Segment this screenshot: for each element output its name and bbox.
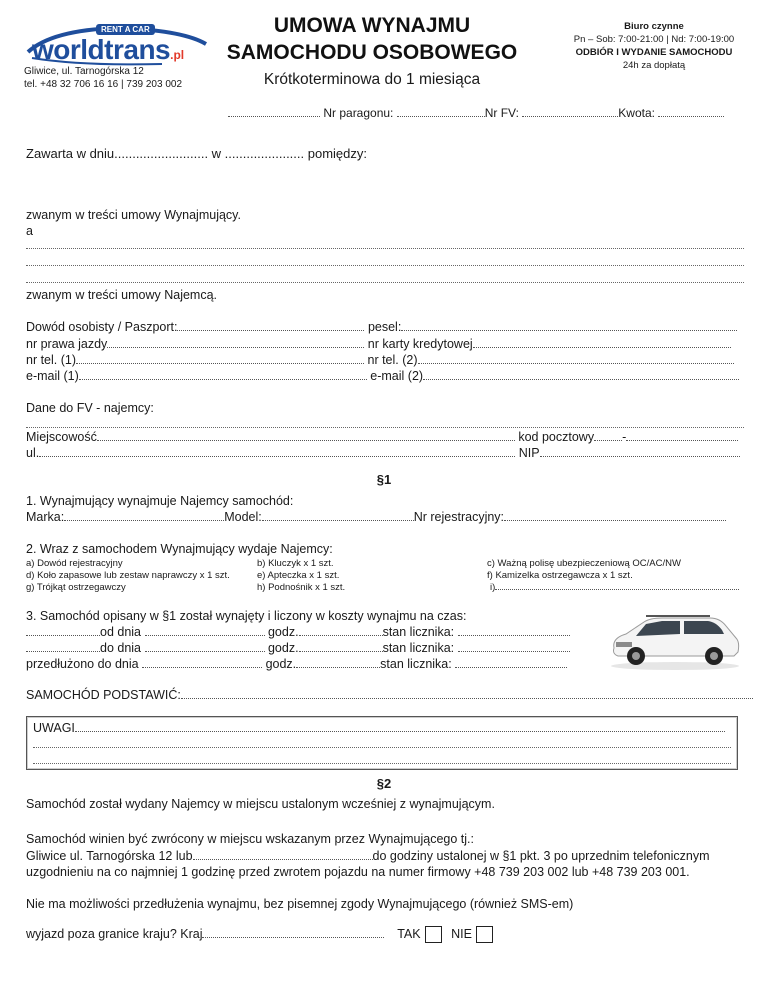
period-2-prefix[interactable] xyxy=(26,651,100,652)
logo xyxy=(22,22,212,70)
nip-field[interactable] xyxy=(540,456,740,457)
to-meter-field[interactable] xyxy=(458,651,570,652)
from-label: od dnia xyxy=(100,625,142,639)
notes-label-row xyxy=(33,721,725,735)
car-row xyxy=(26,510,726,524)
to-time-field[interactable] xyxy=(299,651,383,652)
license-label: nr prawa jazdy xyxy=(26,337,108,351)
return-place-field[interactable] xyxy=(193,859,373,860)
office-heading: Biuro czynne xyxy=(624,21,684,32)
item-f: f) Kamizelka ostrzegawcza x 1 szt. xyxy=(487,570,633,581)
title-line-1: UMOWA WYNAJMU xyxy=(273,14,471,37)
pesel-label: pesel: xyxy=(367,320,402,334)
s2-p1: Samochód został wydany Najemcy w miejscu ustalonym wcześniej z wynajmującym. xyxy=(26,797,495,811)
extended-label: przedłużono xyxy=(26,657,95,671)
item-a: a) Dowód rejestracyjny xyxy=(26,558,123,569)
tel1-field[interactable] xyxy=(76,363,364,364)
period-row-1 xyxy=(26,625,570,639)
s2-p3: Nie ma możliwości przedłużenia wynajmu, bez pisemnej zgody Wynajmującego (również SMS-em) xyxy=(26,897,574,911)
abroad-label: wyjazd poza granice kraju? Kraj xyxy=(26,926,203,941)
item-d: d) Koło zapasowe lub zestaw naprawczy x 1 szt. xyxy=(26,570,230,581)
no-label: NIE xyxy=(451,926,472,941)
postal-field-2[interactable] xyxy=(626,440,738,441)
to-label: do dnia xyxy=(100,641,142,655)
to-date-field[interactable] xyxy=(145,651,265,652)
postal-label: kod pocztowy xyxy=(518,430,595,444)
tel2-label: nr tel. (2) xyxy=(367,353,418,367)
notes-field-2[interactable] xyxy=(33,747,731,748)
reg-label: Nr rejestracyjny: xyxy=(413,510,505,524)
tel2-field[interactable] xyxy=(418,363,734,364)
receipt-number-field[interactable] xyxy=(397,116,485,117)
postal-field-1[interactable] xyxy=(594,440,622,441)
from-date-field[interactable] xyxy=(145,635,265,636)
postal-dash: - xyxy=(622,430,627,444)
s1-p1: 1. Wynajmujący wynajmuje Najemcy samochód: xyxy=(26,494,294,508)
card-field[interactable] xyxy=(473,347,731,348)
yes-label: TAK xyxy=(397,926,421,941)
yes-checkbox[interactable] xyxy=(425,926,442,943)
id-doc-label: Dowód osobisty / Paszport: xyxy=(26,320,178,334)
email-row xyxy=(26,369,739,383)
from-time-field[interactable] xyxy=(299,635,383,636)
email2-field[interactable] xyxy=(423,379,739,380)
invoice-number-field[interactable] xyxy=(522,116,618,117)
office-surcharge: 24h za dopłatą xyxy=(622,60,686,71)
nip-label: NIP xyxy=(518,446,540,460)
receipt-prefix-field[interactable] xyxy=(228,116,320,117)
from-meter-label: stan licznika: xyxy=(382,625,455,639)
car-icon xyxy=(606,608,744,672)
logo-brand-name: worldtrans xyxy=(32,34,171,65)
office-hours-text: Pn – Sob: 7:00-21:00 | Nd: 7:00-19:00 xyxy=(573,34,735,45)
item-i-field[interactable] xyxy=(495,589,739,590)
section2-heading: §2 xyxy=(376,776,392,791)
deliver-row xyxy=(26,688,753,702)
street-label: ul. xyxy=(26,446,40,460)
logo-address: Gliwice, ul. Tarnogórska 12 xyxy=(24,66,144,77)
s2-p2c: do godziny ustalonej w §1 pkt. 3 po uprzednim telefonicznym xyxy=(372,849,710,863)
item-i-label: i) xyxy=(490,582,496,593)
s1-p3: 3. Samochód opisany w §1 został wynajęty i liczony w koszty wynajmu na czas: xyxy=(26,609,467,623)
title-subtitle: Krótkoterminowa do 1 miesiąca xyxy=(263,71,481,88)
notes-field-1[interactable] xyxy=(75,731,725,732)
invoice-name-field[interactable] xyxy=(26,427,744,428)
logo-phones: tel. +48 32 706 16 16 | 739 203 002 xyxy=(24,79,183,90)
lessee-label: zwanym w treści umowy Najemcą. xyxy=(26,288,218,302)
contract-concluded: Zawarta w dniu.......................... w ...................... pomiędzy: xyxy=(26,146,367,161)
license-row xyxy=(26,337,731,351)
item-c: c) Ważną polisę ubezpieczeniową OC/AC/NW xyxy=(487,558,681,569)
s2-p2a: Samochód winien być zwrócony w miejscu wskazanym przez Wynajmującego tj.: xyxy=(26,832,474,846)
logo-badge: RENT A CAR xyxy=(96,24,155,35)
card-label: nr karty kredytowej xyxy=(367,337,473,351)
page-title xyxy=(222,14,522,89)
deliver-field[interactable] xyxy=(181,698,753,699)
city-label: Miejscowość xyxy=(26,430,97,444)
logo-brand xyxy=(32,34,184,66)
make-label: Marka: xyxy=(26,510,65,524)
extended-time-field[interactable] xyxy=(296,667,380,668)
street-row xyxy=(26,446,740,460)
extended-time-label: godz. xyxy=(265,657,297,671)
tel1-label: nr tel. (1) xyxy=(26,353,77,367)
to-meter-label: stan licznika: xyxy=(382,641,455,655)
office-hours xyxy=(556,20,752,72)
notes-field-3[interactable] xyxy=(33,763,731,764)
period-row-3 xyxy=(26,657,567,671)
from-meter-field[interactable] xyxy=(458,635,570,636)
item-b: b) Kluczyk x 1 szt. xyxy=(257,558,334,569)
s2-p2d: uzgodnieniu na co najmniej 1 godzinę przed zwrotem pojazdu na numer firmowy +48 739 203 002 lub +48 739 203 001. xyxy=(26,865,690,879)
lessor-label: zwanym w treści umowy Wynajmujący. xyxy=(26,208,241,222)
tel-row xyxy=(26,353,734,367)
city-row xyxy=(26,430,738,444)
lessee-line-2[interactable] xyxy=(26,265,744,266)
notes-box xyxy=(26,716,738,770)
item-h: h) Podnośnik x 1 szt. xyxy=(257,582,346,593)
receipt-number-label: Nr paragonu: xyxy=(323,106,394,120)
email2-label: e-mail (2) xyxy=(370,369,424,383)
id-doc-row xyxy=(26,320,737,334)
id-doc-field[interactable] xyxy=(177,330,364,331)
pesel-field[interactable] xyxy=(401,330,737,331)
section1-heading: §1 xyxy=(376,472,392,487)
extended-to-label: do dnia xyxy=(97,657,139,671)
make-field[interactable] xyxy=(64,520,224,521)
s1-p2: 2. Wraz z samochodem Wynajmujący wydaje Najemcy: xyxy=(26,542,333,556)
license-field[interactable] xyxy=(107,347,364,348)
s2-p2b-row xyxy=(26,849,710,863)
item-i xyxy=(490,582,739,594)
item-e: e) Apteczka x 1 szt. xyxy=(257,570,340,581)
invoice-number-label: Nr FV: xyxy=(484,106,519,120)
car-image xyxy=(606,608,744,672)
period-row-2 xyxy=(26,641,570,655)
extended-meter-field[interactable] xyxy=(455,667,567,668)
notes-label: UWAGI xyxy=(33,721,75,735)
model-label: Model: xyxy=(224,510,262,524)
extended-date-field[interactable] xyxy=(142,667,262,668)
title-line-2: SAMOCHODU OSOBOWEGO xyxy=(226,41,518,64)
lessee-line-1[interactable] xyxy=(26,248,744,249)
s2-p2b: Gliwice ul. Tarnogórska 12 lub xyxy=(26,849,193,863)
amount-field[interactable] xyxy=(658,116,724,117)
to-time-label: godz. xyxy=(267,641,299,655)
amount-label: Kwota: xyxy=(618,106,655,120)
invoice-heading: Dane do FV - najemcy: xyxy=(26,401,154,415)
logo-tld: .pl xyxy=(170,48,185,62)
abroad-row xyxy=(26,926,493,943)
and-label: a xyxy=(26,224,33,238)
deliver-label: SAMOCHÓD PODSTAWIĆ: xyxy=(26,688,181,702)
reg-field[interactable] xyxy=(504,520,726,521)
city-field[interactable] xyxy=(97,440,515,441)
model-field[interactable] xyxy=(262,520,414,521)
item-g: g) Trójkąt ostrzegawczy xyxy=(26,582,126,593)
period-1-prefix[interactable] xyxy=(26,635,100,636)
street-field[interactable] xyxy=(39,456,515,457)
from-time-label: godz. xyxy=(267,625,299,639)
extended-meter-label: stan licznika: xyxy=(380,657,452,671)
receipt-row xyxy=(228,106,724,120)
email1-field[interactable] xyxy=(79,379,367,380)
email1-label: e-mail (1) xyxy=(26,369,79,383)
country-field[interactable] xyxy=(202,937,384,938)
no-checkbox[interactable] xyxy=(476,926,493,943)
office-pickup: ODBIÓR I WYDANIE SAMOCHODU xyxy=(575,47,733,58)
lessee-line-3[interactable] xyxy=(26,282,744,283)
